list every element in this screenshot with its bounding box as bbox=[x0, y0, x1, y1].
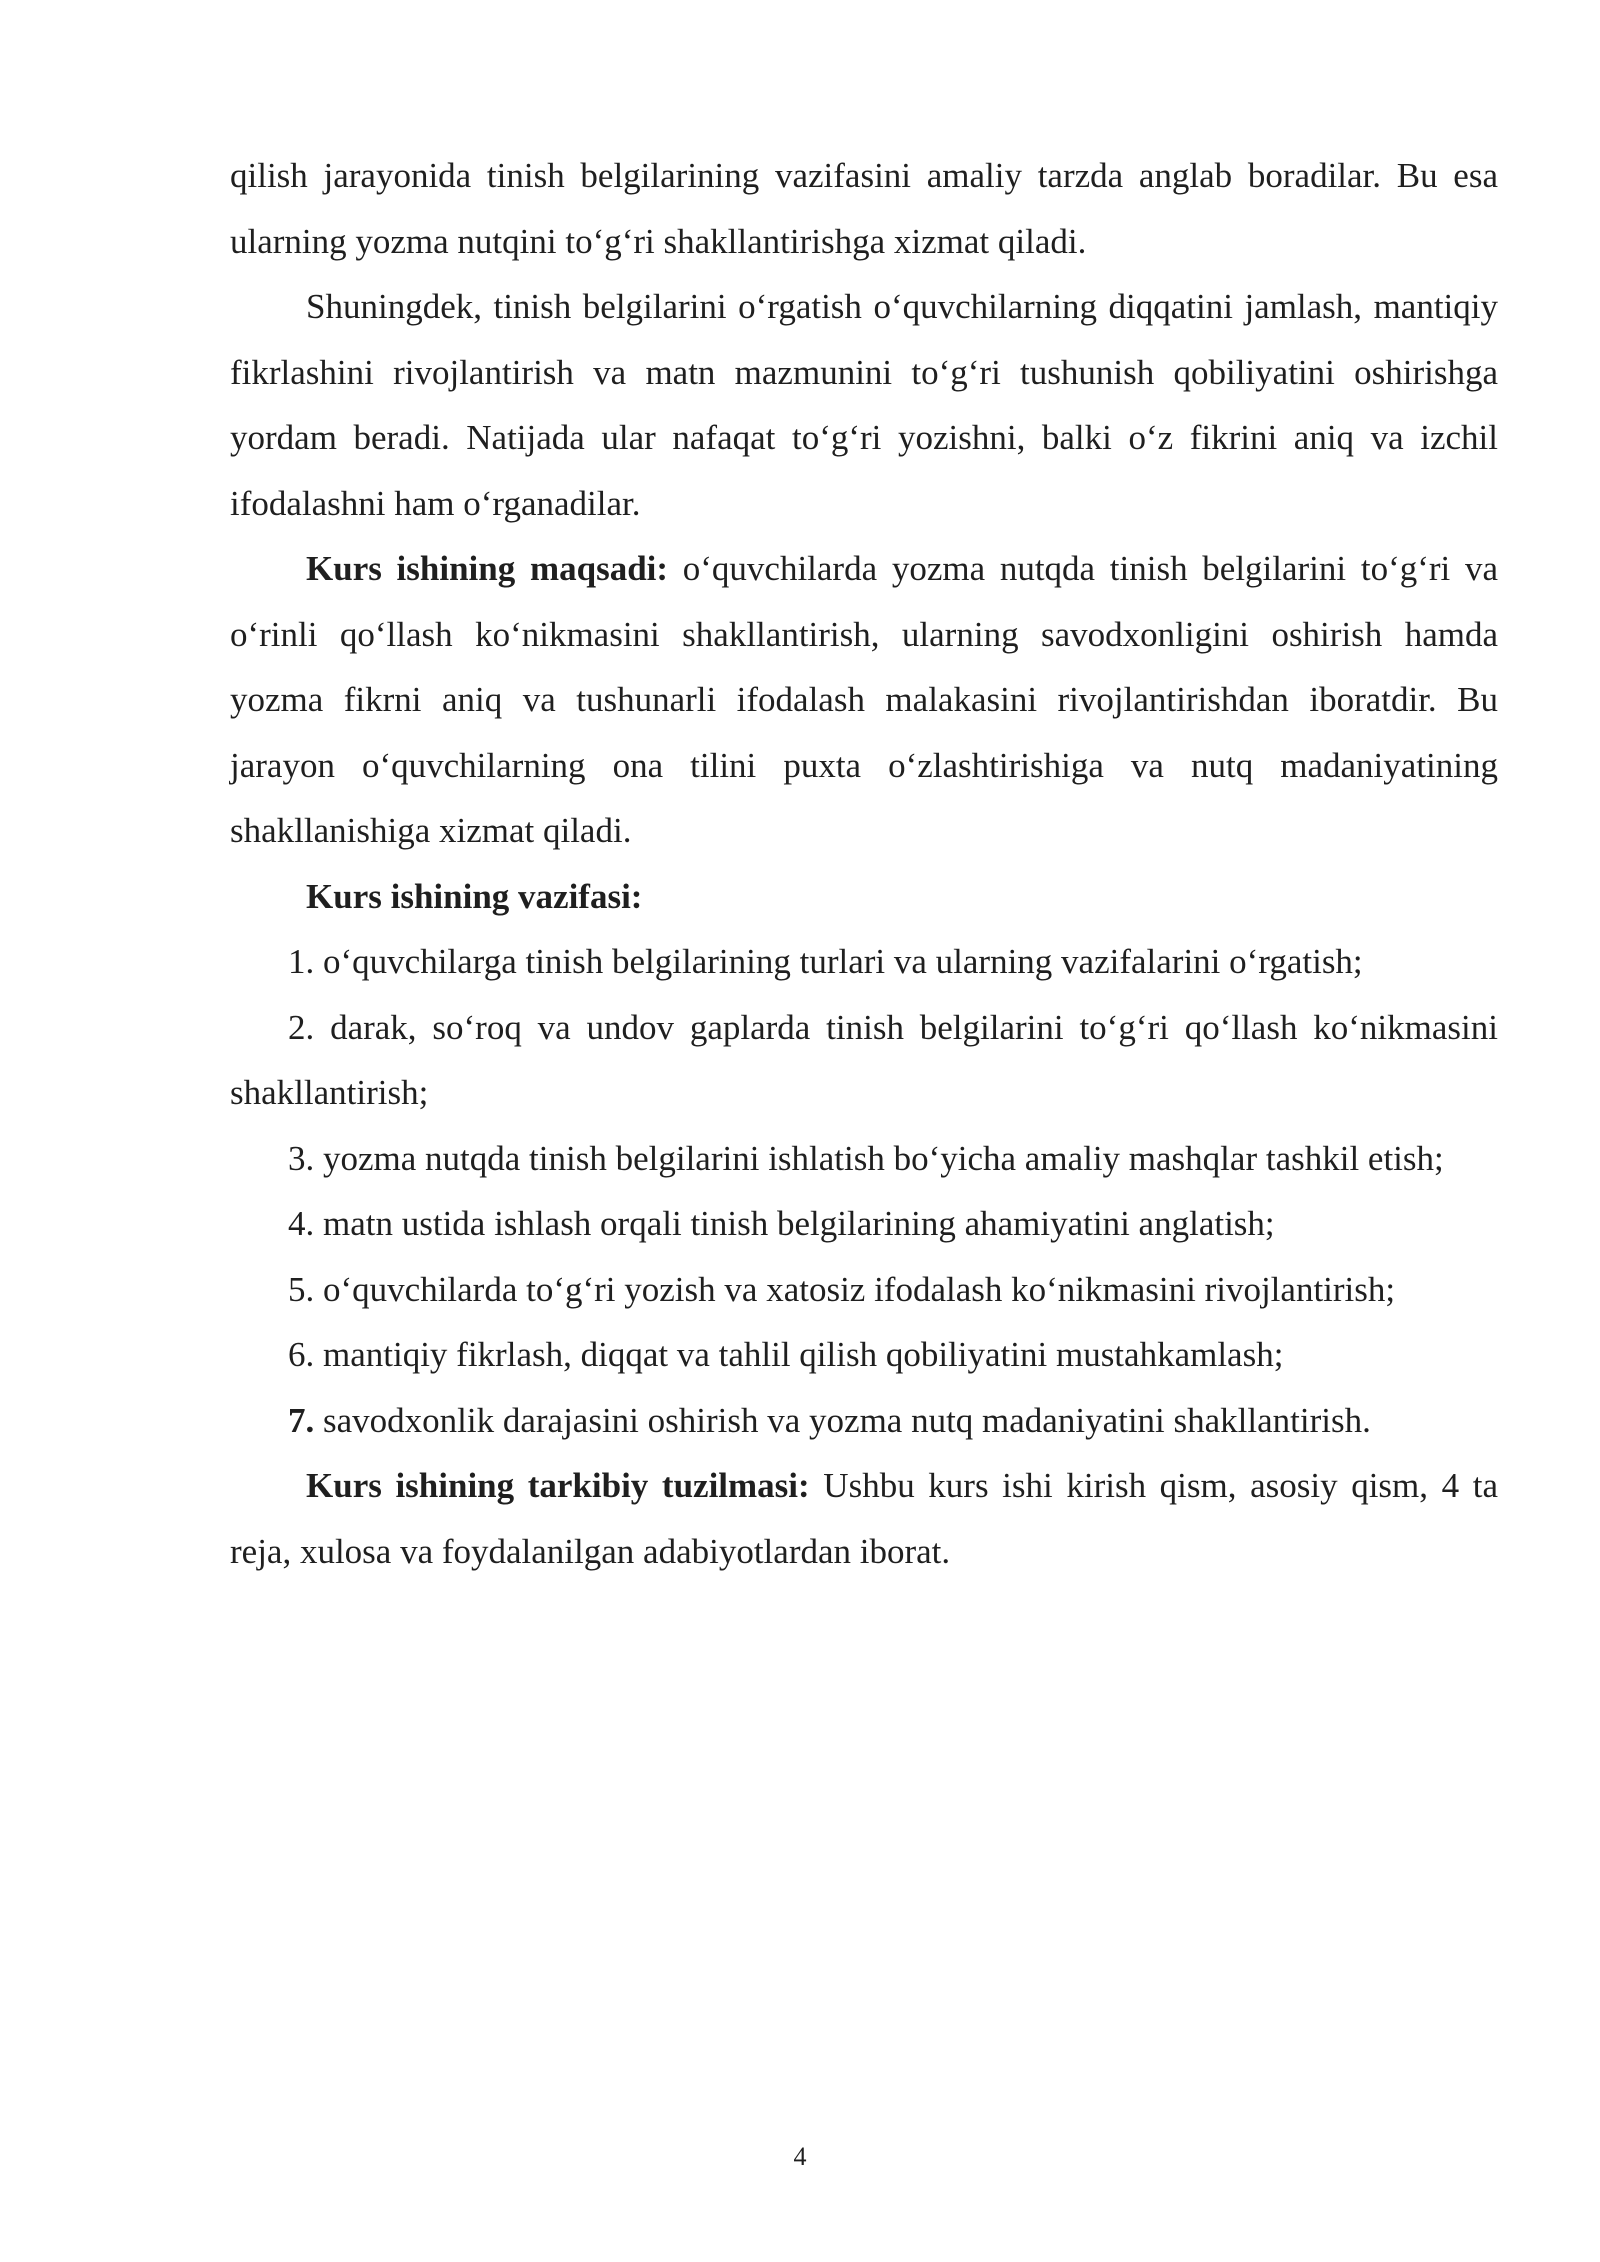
task-number: 3. bbox=[288, 1138, 315, 1178]
task-item-6 bbox=[230, 1322, 1498, 1388]
paragraph-benefits: Shuningdek, tinish belgilarini o‘rgatish o‘quvchilarning diqqatini jamlash, mantiqiy fikrlashini rivojlantirish va matn mazmunini to‘g‘ri tushunish qobiliyatini oshirishga yordam beradi. Natijada ular nafaqat to‘g‘ri yozishni, balki o‘z fikrini aniq va izchil ifodalashni ham o‘rganadilar. bbox=[230, 287, 1498, 523]
task-text: yozma nutqda tinish belgilarini ishlatish bo‘yicha amaliy mashqlar tashkil etish; bbox=[314, 1138, 1444, 1178]
task-item-3 bbox=[230, 1126, 1498, 1192]
goal-paragraph bbox=[230, 536, 1498, 864]
tasks-heading: Kurs ishining vazifasi: bbox=[306, 876, 643, 916]
task-text: o‘quvchilarga tinish belgilarining turlari va ularning vazifalarini o‘rgatish; bbox=[314, 942, 1363, 981]
goal-heading: Kurs ishining maqsadi: bbox=[306, 549, 669, 588]
structure-paragraph bbox=[230, 1453, 1498, 1584]
task-number: 7. bbox=[288, 1400, 315, 1440]
task-number: 5. bbox=[288, 1269, 315, 1309]
task-item-4 bbox=[230, 1191, 1498, 1257]
task-text: savodxonlik darajasini oshirish va yozma nutq madaniyatini shakllantirish. bbox=[314, 1400, 1371, 1440]
document-body bbox=[230, 143, 1498, 1584]
page-number: 4 bbox=[793, 2142, 807, 2171]
structure-heading: Kurs ishining tarkibiy tuzilmasi: bbox=[306, 1466, 810, 1505]
task-text: darak, so‘roq va undov gaplarda tinish belgilarini to‘g‘ri qo‘llash ko‘nikmasini shakllantirish; bbox=[230, 1007, 1498, 1112]
task-text: matn ustida ishlash orqali tinish belgilarining ahamiyatini anglatish; bbox=[314, 1204, 1275, 1243]
structure-text: Ushbu kurs ishi kirish qism, asosiy qism, 4 ta reja, xulosa va foydalanilgan adabiyotlardan iborat. bbox=[230, 1466, 1498, 1571]
task-item-7 bbox=[230, 1388, 1498, 1454]
task-item-1 bbox=[230, 929, 1498, 995]
task-number: 6. bbox=[288, 1335, 315, 1374]
task-number: 4. bbox=[288, 1204, 315, 1243]
task-text: mantiqiy fikrlash, diqqat va tahlil qilish qobiliyatini mustahkamlash; bbox=[314, 1335, 1284, 1374]
task-item-5 bbox=[230, 1257, 1498, 1323]
task-item-2 bbox=[230, 995, 1498, 1126]
task-number: 2. bbox=[288, 1007, 315, 1047]
tasks-heading-paragraph bbox=[230, 864, 1498, 930]
paragraph-continuation: qilish jarayonida tinish belgilarining vazifasini amaliy tarzda anglab boradilar. Bu esa ularning yozma nutqini to‘g‘ri shakllantirishga xizmat qiladi. bbox=[230, 156, 1498, 261]
task-number: 1. bbox=[288, 942, 315, 981]
goal-text: o‘quvchilarda yozma nutqda tinish belgilarini to‘g‘ri va o‘rinli qo‘llash ko‘nikmasini shakllantirish, ularning savodxonligini oshirish hamda yozma fikrni aniq va tushunarli ifodalash malakasini rivojlantirishdan iboratdir. Bu jarayon o‘quvchilarning ona tilini puxta o‘zlashtirishiga va nutq madaniyatining shakllanishiga xizmat qiladi. bbox=[230, 549, 1498, 850]
task-text: o‘quvchilarda to‘g‘ri yozish va xatosiz ifodalash ko‘nikmasini rivojlantirish; bbox=[314, 1269, 1396, 1309]
